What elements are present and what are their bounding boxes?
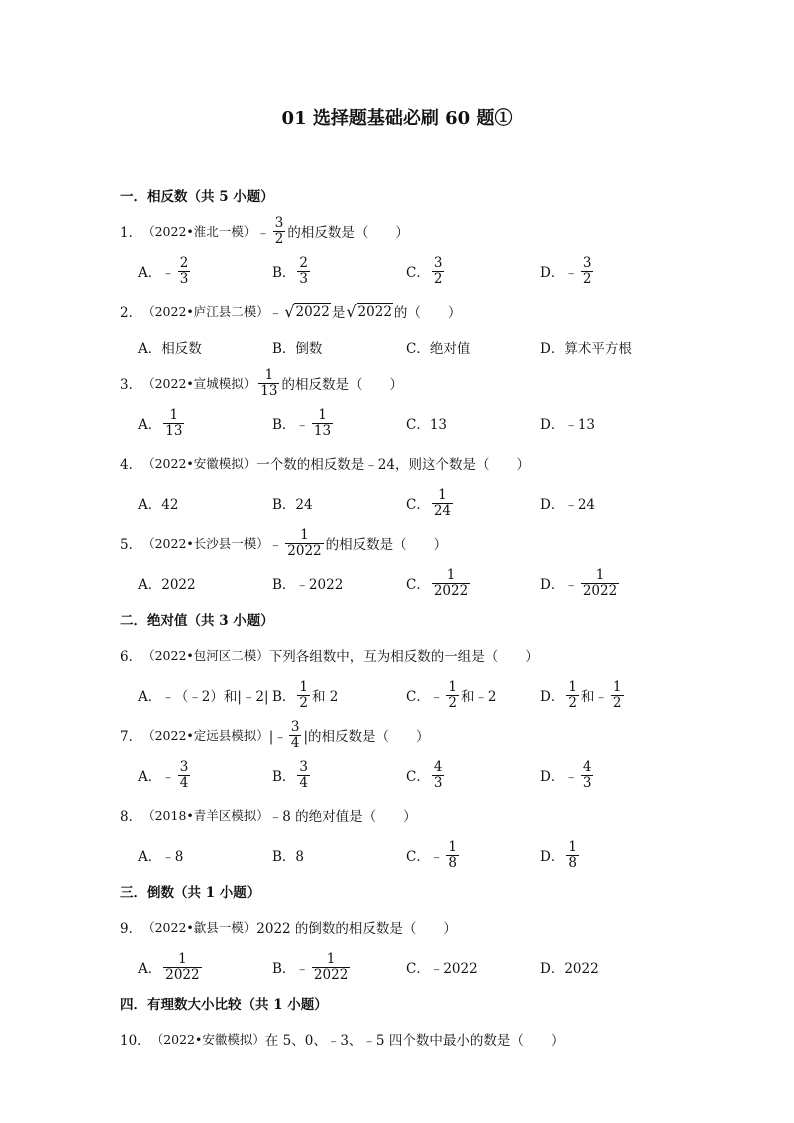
question-source: （2022•长沙县一模）	[142, 536, 269, 551]
question-source: （2022•庐江县二模）	[142, 304, 269, 319]
options-row	[138, 252, 674, 290]
option-c[interactable]	[406, 568, 540, 597]
option-label: B．	[272, 265, 296, 281]
minus-sign: ﹣	[429, 689, 444, 705]
question-number: 6．	[120, 649, 143, 665]
denominator: 13	[165, 422, 183, 439]
option-a[interactable]	[138, 408, 272, 437]
option-label: C．	[406, 689, 430, 705]
section-heading-reciprocal: 三．倒数（共 1 小题）	[120, 885, 261, 901]
denominator: 2022	[433, 582, 469, 599]
question-number: 8．	[120, 809, 143, 825]
denominator: 8	[568, 854, 577, 871]
question-number: 7．	[120, 729, 143, 745]
option-label: D．	[540, 689, 565, 705]
denominator: 2	[568, 694, 577, 711]
numerator: 1	[318, 407, 327, 424]
numerator: 1	[446, 567, 456, 584]
minus-sign: ﹣	[594, 689, 608, 705]
fraction	[446, 680, 459, 709]
denominator: 2	[612, 694, 622, 711]
option-label: D．	[540, 265, 565, 281]
numerator: 1	[448, 679, 457, 696]
minus-sign: ﹣	[564, 265, 578, 281]
options-row	[138, 332, 674, 362]
denominator: 4	[299, 774, 309, 791]
option-a[interactable]	[138, 760, 272, 789]
options-row	[138, 676, 674, 714]
fraction	[163, 952, 201, 981]
question-number: 9．	[120, 921, 143, 937]
fraction	[432, 568, 470, 597]
option-b[interactable]: B．24	[272, 497, 313, 513]
radicand: 2022	[295, 303, 330, 320]
numerator: 1	[264, 367, 274, 384]
option-c[interactable]: C．13	[406, 417, 448, 433]
fraction	[581, 760, 594, 789]
fraction	[178, 760, 191, 789]
option-b[interactable]	[272, 760, 406, 789]
numerator: 1	[300, 527, 309, 544]
option-label: A．	[138, 769, 162, 785]
options-row	[138, 564, 674, 602]
denominator: 8	[448, 854, 457, 871]
denominator: 2022	[313, 966, 349, 983]
option-b[interactable]: B．倒数	[272, 341, 323, 357]
question-source: （2018•青羊区模拟）	[142, 808, 269, 823]
numerator: 3	[274, 215, 284, 232]
section-heading-opposite-numbers: 一．相反数（共 5 小题）	[120, 189, 274, 205]
minus-sign: ﹣	[564, 577, 578, 593]
radical-sign: √	[346, 301, 357, 321]
fraction	[432, 488, 453, 517]
numerator: 1	[595, 567, 605, 584]
option-d[interactable]: D．﹣24	[540, 497, 596, 513]
option-c[interactable]	[406, 760, 540, 789]
option-label: C．	[406, 769, 430, 785]
fraction	[289, 720, 302, 749]
option-c[interactable]	[406, 488, 540, 517]
minus-sign: ﹣	[295, 417, 309, 433]
numerator: 1	[169, 407, 179, 424]
option-label: D．	[540, 577, 565, 593]
question-source: （2022•包河区二模）	[142, 648, 269, 663]
fraction	[273, 216, 286, 245]
question-stem: 下列各组数中，互为相反数的一组是（ ）	[268, 649, 539, 665]
option-a[interactable]: A．相反数	[138, 341, 202, 357]
denominator: 2022	[287, 542, 322, 559]
option-label: B．	[272, 689, 296, 705]
question-4	[120, 448, 674, 478]
question-3	[120, 368, 674, 398]
fraction	[446, 840, 459, 869]
question-number: 2．	[120, 305, 143, 321]
denominator: 24	[433, 502, 452, 519]
option-text: 和	[580, 689, 595, 705]
denominator: 4	[179, 774, 189, 791]
numerator: 3	[179, 759, 189, 776]
question-2	[120, 296, 674, 326]
square-root	[346, 302, 393, 321]
denominator: 3	[433, 774, 443, 791]
question-source: （2022•安徽模拟）	[150, 1032, 265, 1047]
question-source: （2022•定远县模拟）	[142, 728, 269, 743]
option-d[interactable]	[540, 840, 674, 869]
option-label: B．	[272, 769, 296, 785]
numerator: 1	[178, 951, 187, 968]
numerator: 1	[326, 951, 336, 968]
option-label: D．	[540, 769, 565, 785]
option-c[interactable]: C．绝对值	[406, 341, 471, 357]
radicand: 2022	[357, 303, 392, 320]
minus-sign: ﹣	[564, 769, 578, 785]
denominator: 2022	[165, 966, 200, 983]
question-number: 10．	[120, 1033, 151, 1049]
numerator: 2	[299, 255, 309, 272]
option-c[interactable]	[406, 680, 540, 709]
minus-sign: ﹣	[295, 961, 309, 977]
denominator: 13	[313, 422, 332, 439]
fraction	[566, 680, 579, 709]
numerator: 3	[290, 719, 300, 736]
fraction	[285, 528, 323, 557]
question-6	[120, 640, 674, 670]
question-source: （2022•宣城模拟）	[142, 376, 257, 391]
question-stem: 的相反数是（ ）	[325, 537, 448, 553]
question-source: （2022•歙县一模）	[142, 920, 257, 935]
option-label: C．	[406, 849, 430, 865]
denominator: 2	[274, 230, 284, 247]
fraction	[432, 760, 445, 789]
option-label: A．	[138, 417, 162, 433]
question-stem: 2022 的倒数的相反数是（ ）	[256, 921, 457, 937]
minus-sign: ﹣	[268, 305, 283, 321]
option-label: C．	[406, 497, 430, 513]
numerator: 1	[448, 839, 457, 856]
denominator: 3	[582, 774, 592, 791]
question-number: 5．	[120, 537, 143, 553]
numerator: 1	[299, 679, 309, 696]
option-label: D．	[540, 849, 565, 865]
options-row	[138, 836, 674, 874]
option-label: C．	[406, 265, 430, 281]
option-b[interactable]	[272, 256, 406, 285]
numerator: 4	[582, 759, 592, 776]
options-row	[138, 948, 674, 986]
numerator: 1	[568, 679, 577, 696]
option-label: B．	[272, 417, 296, 433]
minus-sign: ﹣	[256, 225, 270, 241]
option-c[interactable]	[406, 256, 540, 285]
question-7	[120, 720, 674, 750]
option-c[interactable]: C．﹣2022	[406, 961, 478, 977]
numerator: 3	[433, 255, 443, 272]
minus-sign: ﹣	[161, 769, 175, 785]
option-a[interactable]	[138, 952, 272, 981]
fraction	[611, 680, 624, 709]
option-d[interactable]	[540, 256, 674, 285]
option-d[interactable]	[540, 568, 674, 597]
fraction	[581, 256, 594, 285]
question-stem: 在 5、0、﹣3、﹣5 四个数中最小的数是（ ）	[264, 1033, 565, 1049]
question-text: |﹣	[268, 729, 287, 745]
denominator: 2	[433, 270, 443, 287]
question-stem: |的相反数是（ ）	[303, 729, 430, 745]
question-stem: 的（ ）	[393, 305, 462, 321]
option-d[interactable]	[540, 760, 674, 789]
minus-sign: ﹣	[429, 849, 444, 865]
option-a[interactable]: A．﹣（﹣2）和|﹣2|	[138, 689, 269, 705]
question-9	[120, 912, 674, 942]
question-1	[120, 216, 674, 246]
option-label: A．	[138, 961, 162, 977]
option-d[interactable]	[540, 680, 674, 709]
option-text: 和 2	[312, 689, 339, 705]
question-stem: 的相反数是（ ）	[287, 225, 409, 241]
option-text: 和﹣2	[460, 689, 497, 705]
question-stem: ﹣8 的绝对值是（ ）	[268, 809, 417, 825]
denominator: 2	[448, 694, 457, 711]
denominator: 4	[290, 734, 300, 751]
option-d[interactable]: D．2022	[540, 961, 599, 977]
numerator: 1	[612, 679, 622, 696]
fraction	[178, 256, 191, 285]
question-number: 1．	[120, 225, 143, 241]
option-a[interactable]	[138, 256, 272, 285]
numerator: 3	[299, 759, 309, 776]
option-b[interactable]	[272, 952, 406, 981]
fraction	[432, 256, 445, 285]
numerator: 1	[438, 487, 447, 504]
fraction	[566, 840, 579, 869]
fraction	[297, 256, 310, 285]
numerator: 3	[582, 255, 592, 272]
question-text: 是	[331, 305, 346, 321]
numerator: 2	[179, 255, 189, 272]
minus-sign: ﹣	[268, 537, 283, 553]
option-a[interactable]: A．﹣8	[138, 849, 184, 865]
denominator: 2	[582, 270, 592, 287]
option-a[interactable]: A．42	[138, 497, 179, 513]
options-row	[138, 484, 674, 522]
option-b[interactable]: B．8	[272, 849, 305, 865]
denominator: 2	[299, 694, 309, 711]
option-d[interactable]: D．算术平方根	[540, 341, 632, 357]
fraction	[581, 568, 619, 597]
options-row	[138, 404, 674, 442]
question-8	[120, 800, 674, 830]
option-b[interactable]	[272, 680, 406, 709]
question-source: （2022•安徽模拟）	[142, 456, 257, 471]
denominator: 3	[179, 270, 189, 287]
question-number: 3．	[120, 377, 143, 393]
option-label: A．	[138, 265, 162, 281]
question-stem: 一个数的相反数是﹣24，则这个数是（ ）	[256, 457, 530, 473]
fraction	[258, 368, 279, 397]
fraction	[312, 408, 333, 437]
option-b[interactable]: B．﹣2022	[272, 577, 344, 593]
minus-sign: ﹣	[161, 265, 175, 281]
numerator: 4	[433, 759, 443, 776]
section-heading-absolute-value: 二．绝对值（共 3 小题）	[120, 613, 274, 629]
option-c[interactable]	[406, 840, 540, 869]
option-a[interactable]: A．2022	[138, 577, 196, 593]
numerator: 1	[568, 839, 577, 856]
section-heading-rational-comparison: 四．有理数大小比较（共 1 小题）	[120, 997, 328, 1013]
page-title: 01 选择题基础必刷 60 题①	[281, 108, 513, 129]
option-label: B．	[272, 961, 296, 977]
square-root	[284, 302, 331, 321]
denominator: 3	[299, 270, 309, 287]
question-10	[120, 1024, 674, 1054]
denominator: 13	[260, 382, 278, 399]
option-d[interactable]: D．﹣13	[540, 417, 596, 433]
option-b[interactable]	[272, 408, 406, 437]
question-stem: 的相反数是（ ）	[281, 377, 403, 393]
fraction	[297, 760, 310, 789]
denominator: 2022	[582, 582, 618, 599]
option-label: C．	[406, 577, 430, 593]
fraction	[297, 680, 310, 709]
question-number: 4．	[120, 457, 143, 473]
radical-sign: √	[284, 301, 295, 321]
options-row	[138, 756, 674, 794]
question-5	[120, 528, 674, 558]
question-source: （2022•淮北一模）	[142, 224, 257, 239]
fraction	[312, 952, 350, 981]
fraction	[163, 408, 184, 437]
